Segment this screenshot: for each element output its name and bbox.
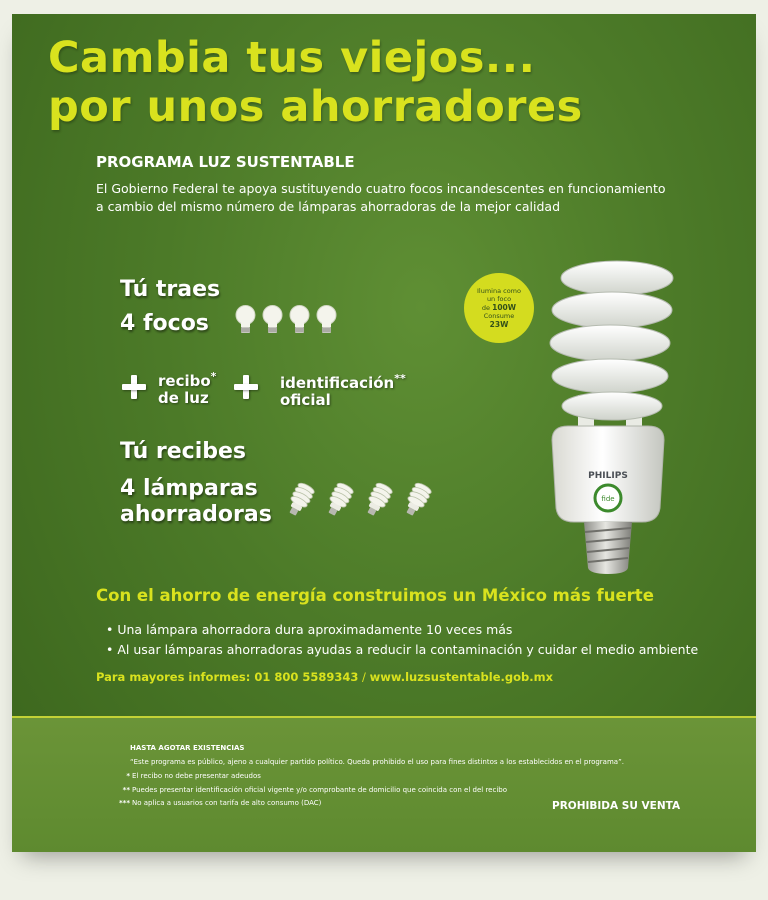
headline-line-1: Cambia tus viejos... [48, 33, 536, 83]
program-title: PROGRAMA LUZ SUSTENTABLE [96, 153, 355, 171]
brand-label: PHILIPS [588, 471, 628, 481]
footnote-2 [108, 784, 507, 796]
prohibited-sale-notice: PROHIBIDA SU VENTA [552, 800, 681, 812]
incandescent-bulb-icon [288, 304, 311, 336]
slogan: Con el ahorro de energía construimos un México más fuerte [96, 586, 654, 605]
incandescent-bulb-icon [315, 304, 338, 336]
requirement-identificacion [280, 370, 406, 409]
poster [12, 14, 756, 852]
requirement-recibo [158, 368, 216, 407]
contact-info [96, 670, 553, 684]
plus-icon [122, 375, 146, 399]
recibo-line-2: de luz [158, 389, 209, 407]
footnote-2-text: Puedes presentar identificación oficial vigente y/o comprobante de domicilio que coincida con el del recibo [132, 786, 507, 794]
cfl-lamp-row [282, 480, 436, 520]
footnote-1 [108, 770, 261, 782]
receive-line-1: Tú recibes [120, 439, 247, 464]
badge-line-1: Ilumina como [476, 286, 521, 295]
wattage-badge [464, 273, 534, 343]
footnote-2-mark: ** [122, 786, 130, 794]
bring-line-1: Tú traes [120, 277, 221, 302]
incandescent-bulb-icon [234, 304, 257, 336]
legal-notice: “Este programa es público, ajeno a cualquier partido político. Queda prohibido el uso para fines distintos a los establecidos en el programa”. [130, 758, 624, 766]
badge-equivalent-watts: 100W [492, 302, 517, 312]
footnote-3 [108, 797, 321, 809]
list-item: • Al usar lámparas ahorradoras ayudas a reducir la contaminación y cuidar el medio ambiente [106, 640, 698, 660]
plus-icon [234, 375, 258, 399]
footnote-1-mark: * [126, 772, 130, 780]
fide-seal: fide [601, 495, 615, 503]
incandescent-bulb-icon [261, 304, 284, 336]
badge-line-4: Consume [483, 312, 515, 321]
footer-band [12, 716, 756, 852]
badge-line-2: un foco [486, 295, 512, 304]
cfl-lamp-icon [360, 480, 397, 520]
cfl-product-image [532, 250, 682, 575]
id-footnote-mark: ** [394, 372, 406, 385]
receive-line-3: ahorradoras [120, 502, 272, 527]
contact-prefix: Para mayores informes: [96, 670, 255, 684]
id-line-2: oficial [280, 391, 331, 409]
list-item: • Una lámpara ahorradora dura aproximadamente 10 veces más [106, 620, 698, 640]
footnote-1-text: El recibo no debe presentar adeudos [132, 772, 261, 780]
id-line-1: identificación [280, 374, 395, 392]
phone-number: 01 800 5589343 [254, 670, 359, 684]
badge-line-3 [482, 304, 516, 313]
bring-line-2: 4 focos [120, 311, 209, 336]
program-description [96, 180, 696, 216]
contact-separator: / [358, 670, 370, 684]
incandescent-bulb-row [234, 304, 338, 336]
stock-notice: HASTA AGOTAR EXISTENCIAS [130, 744, 245, 752]
headline-line-2: por unos ahorradores [48, 82, 583, 132]
cfl-lamp-icon [282, 480, 319, 520]
footnote-3-text: No aplica a usuarios con tarifa de alto consumo (DAC) [132, 799, 322, 807]
website-link[interactable]: www.luzsustentable.gob.mx [369, 670, 553, 684]
cfl-lamp-icon [321, 480, 358, 520]
recibo-line-1: recibo [158, 372, 211, 390]
receive-line-2: 4 lámparas [120, 476, 258, 501]
program-desc-line-2: a cambio del mismo número de lámparas ahorradoras de la mejor calidad [96, 199, 561, 214]
badge-consumption-watts: 23W [489, 319, 509, 329]
benefits-list [106, 620, 698, 660]
headline [48, 34, 583, 132]
footnote-3-mark: *** [119, 799, 130, 807]
badge-line-3-prefix: de [481, 303, 493, 312]
recibo-footnote-mark: * [210, 370, 217, 383]
cfl-lamp-icon [399, 480, 436, 520]
program-desc-line-1: El Gobierno Federal te apoya sustituyendo cuatro focos incandescentes en funcionamiento [96, 181, 666, 196]
